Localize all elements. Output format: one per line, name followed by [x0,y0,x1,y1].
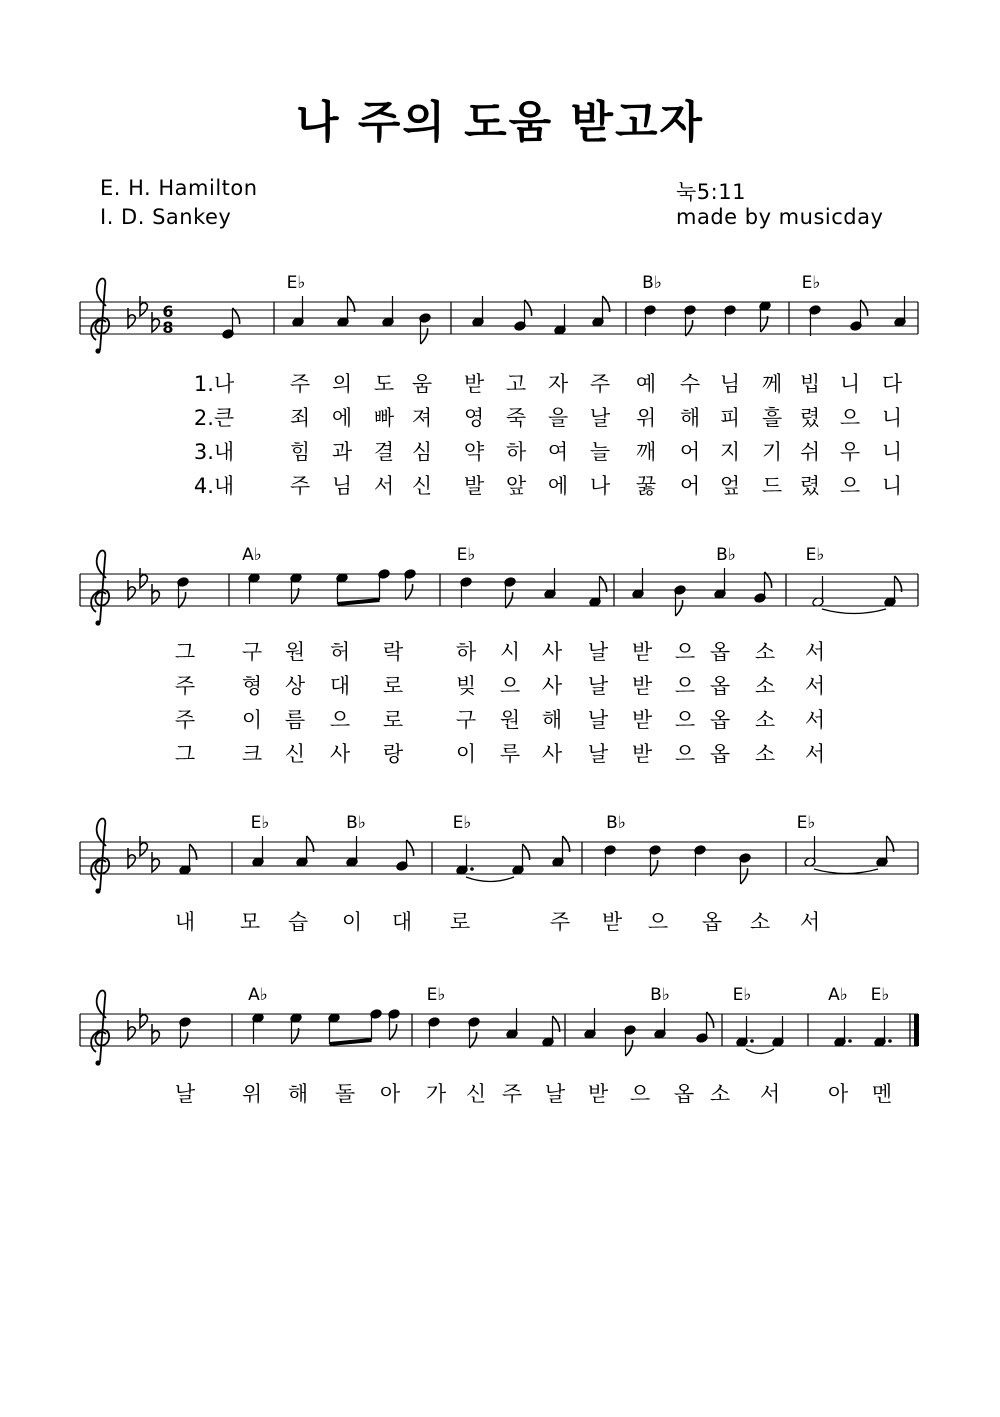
lyric-syllable: 으 [674,742,696,766]
lyric-syllable: 니 [881,474,903,498]
chord-symbol: B♭ [716,545,736,565]
lyric-syllable: 소 [754,674,776,698]
lyric-syllable: 날 [544,1082,566,1106]
lyric-line [0,704,1000,734]
lyric-syllable: 꿇 [635,474,657,498]
lyric-syllable: 으 [674,674,696,698]
lyric-line [0,402,1000,432]
lyric-syllable: 님 [719,372,741,396]
lyric-syllable: 옵 [709,640,731,664]
treble-clef-icon [91,991,109,1066]
lyric-syllable: 받 [601,910,623,934]
chord-symbol: A♭ [242,545,262,565]
lyric-syllable: 해 [287,1082,309,1106]
lyric-syllable: 으 [839,474,861,498]
lyric-syllable: 다 [881,372,903,396]
lyric-syllable: 심 [411,440,433,464]
lyric-syllable: 받 [631,640,653,664]
lyric-syllable: 로 [382,674,404,698]
lyric-syllable: 위 [635,406,657,430]
lyric-syllable: 약 [463,440,485,464]
lyric-syllable: 옵 [673,1082,695,1106]
lyric-syllable: 도 [373,372,395,396]
treble-clef-icon [91,551,109,626]
lyric-syllable: 구 [455,708,477,732]
lyric-line [0,368,1000,398]
lyric-syllable: 과 [331,440,353,464]
chord-symbol: B♭ [650,985,670,1005]
lyric-syllable: 여 [547,440,569,464]
lyric-syllable: 앞 [505,474,527,498]
chord-symbol: E♭ [452,813,472,833]
scripture-reference: 눅5:11 [676,180,746,204]
lyric-syllable: 습 [287,910,309,934]
lyric-syllable: 옵 [701,910,723,934]
chord-symbol: E♭ [870,985,890,1005]
lyric-syllable: 원 [499,708,521,732]
note-flag [626,1040,633,1056]
lyric-syllable: 렸 [799,474,821,498]
lyric-syllable: 로 [382,708,404,732]
lyric-syllable: 옵 [709,674,731,698]
composer-credit: I. D. Sankey [100,205,232,229]
tie [746,1049,774,1054]
lyric-syllable: 날 [587,708,609,732]
lyric-syllable: 크 [241,742,263,766]
lyric-line [0,470,1000,500]
lyric-syllable: 죽 [505,406,527,430]
lyric-syllable: 락 [382,640,404,664]
lyric-syllable: 이 [341,910,363,934]
lyric-syllable: 으 [674,640,696,664]
flat-icon [140,836,147,856]
lyric-syllable: 서 [759,1082,781,1106]
lyric-syllable: 으 [674,708,696,732]
lyric-syllable: 2.큰 [193,406,235,430]
lyric-syllable: 빚 [455,674,477,698]
flat-icon [152,852,159,872]
time-signature-top: 6 [162,302,174,321]
lyric-syllable: 날 [587,640,609,664]
chord-symbol: B♭ [606,813,626,833]
lyric-syllable: 나 [589,474,611,498]
chord-symbol: A♭ [828,985,848,1005]
lyric-syllable: 늘 [589,440,611,464]
note-flag [421,328,428,344]
staff-system [80,273,918,354]
lyric-syllable: 형 [241,674,263,698]
chord-symbol: E♭ [805,545,825,565]
lyric-syllable: 피 [719,406,741,430]
chord-symbol: E♭ [801,273,821,293]
chord-symbol: E♭ [796,813,816,833]
lyric-syllable: 사 [329,742,351,766]
lyric-syllable: 받 [631,742,653,766]
lyric-syllable: 드 [761,474,783,498]
lyric-syllable: 하 [505,440,527,464]
lyric-syllable: 의 [331,372,353,396]
lyric-syllable: 옵 [709,708,731,732]
lyric-syllable: 에 [331,406,353,430]
lyric-syllable: 소 [754,742,776,766]
lyric-syllable: 하 [455,640,477,664]
lyric-syllable: 사 [541,674,563,698]
lyric-syllable: 날 [174,1082,196,1106]
lyric-syllable: 주 [289,474,311,498]
lyric-syllable: 내 [174,910,196,934]
lyric-syllable: 수 [679,372,701,396]
lyric-syllable: 1.나 [193,372,235,396]
flat-icon [140,296,147,316]
chord-symbol: E♭ [732,985,752,1005]
flat-icon [140,568,147,588]
tie [466,877,514,882]
staff-system [80,813,918,894]
lyric-syllable: 니 [881,406,903,430]
lyric-syllable: 돌 [334,1082,356,1106]
lyric-syllable: 고 [505,372,527,396]
note-beam [330,1040,372,1044]
lyric-syllable: 지 [719,440,741,464]
lyric-syllable: 받 [631,674,653,698]
note-beam [338,600,380,604]
treble-clef-icon [91,279,109,354]
treble-clef-icon [91,819,109,894]
lyric-syllable: 결 [373,440,395,464]
lyric-syllable: 서 [373,474,395,498]
lyric-syllable: 힘 [289,440,311,464]
note-flag [741,868,748,884]
lyric-syllable: 3.내 [193,440,235,464]
lyric-syllable: 발 [463,474,485,498]
note-flag [676,600,683,616]
chord-symbol: E♭ [456,545,476,565]
arranger-credit: made by musicday [676,205,884,229]
lyric-syllable: 영 [463,406,485,430]
flat-icon [152,312,159,332]
lyric-syllable: 어 [679,440,701,464]
lyric-syllable: 신 [411,474,433,498]
lyric-syllable: 니 [839,372,861,396]
lyric-syllable: 옵 [709,742,731,766]
lyric-syllable: 소 [709,1082,731,1106]
flat-icon [152,1024,159,1044]
lyric-syllable: 빠 [373,406,395,430]
lyric-syllable: 서 [804,708,826,732]
lyric-syllable: 주 [549,910,571,934]
lyric-syllable: 사 [541,742,563,766]
lyric-syllable: 께 [761,372,783,396]
lyric-syllable: 받 [631,708,653,732]
lyric-syllable: 상 [284,674,306,698]
lyric-syllable: 원 [284,640,306,664]
lyric-syllable: 루 [499,742,521,766]
lyric-syllable: 날 [589,406,611,430]
lyric-syllable: 모 [239,910,261,934]
lyric-syllable: 으 [499,674,521,698]
lyric-syllable: 4.내 [193,474,235,498]
lyric-syllable: 구 [241,640,263,664]
lyric-syllable: 님 [331,474,353,498]
lyric-syllable: 아 [827,1082,849,1106]
lyric-syllable: 서 [804,640,826,664]
lyric-syllable: 을 [547,406,569,430]
lyric-line [0,670,1000,700]
flat-icon [152,584,159,604]
lyric-syllable: 예 [635,372,657,396]
chord-symbol: E♭ [426,985,446,1005]
lyric-syllable: 져 [411,406,433,430]
lyric-syllable: 빕 [799,372,821,396]
lyric-syllable: 가 [425,1082,447,1106]
lyric-syllable: 날 [587,674,609,698]
lyric-syllable: 서 [799,910,821,934]
lyric-syllable: 받 [463,372,485,396]
lyric-syllable: 시 [499,640,521,664]
lyric-syllable: 주 [589,372,611,396]
lyric-syllable: 멘 [871,1082,893,1106]
lyric-syllable: 주 [501,1082,523,1106]
tie [814,869,878,874]
lyric-syllable: 소 [749,910,771,934]
lyric-syllable: 그 [174,742,196,766]
lyric-line [0,636,1000,666]
lyric-line [0,436,1000,466]
lyric-syllable: 깨 [635,440,657,464]
lyric-syllable: 주 [174,708,196,732]
lyric-syllable: 흘 [761,406,783,430]
lyric-syllable: 해 [679,406,701,430]
lyric-syllable: 쉬 [799,440,821,464]
staff-system [80,545,918,626]
lyric-syllable: 위 [241,1082,263,1106]
lyric-syllable: 사 [541,640,563,664]
lyric-line [0,1078,1000,1108]
staff-system [80,985,919,1066]
lyric-syllable: 에 [547,474,569,498]
lyric-syllable: 으 [839,406,861,430]
lyric-syllable: 니 [881,440,903,464]
final-barline [914,1014,919,1046]
note-dot [888,1039,892,1043]
time-signature-bottom: 8 [162,318,174,337]
lyric-syllable: 날 [587,742,609,766]
tie [822,609,886,614]
lyric-syllable: 우 [839,440,861,464]
lyric-syllable: 그 [174,640,196,664]
lyric-syllable: 엎 [719,474,741,498]
lyric-syllable: 로 [449,910,471,934]
lyric-syllable: 죄 [289,406,311,430]
lyric-syllable: 소 [754,640,776,664]
chord-symbol: B♭ [642,273,662,293]
flat-icon [140,1008,147,1028]
lyric-syllable: 소 [754,708,776,732]
lyric-syllable: 아 [379,1082,401,1106]
lyric-syllable: 움 [411,372,433,396]
lyric-syllable: 서 [804,674,826,698]
note-dot [470,867,474,871]
note-dot [848,1039,852,1043]
lyric-syllable: 이 [455,742,477,766]
lyric-syllable: 신 [284,742,306,766]
lyric-syllable: 렸 [799,406,821,430]
lyric-syllable: 해 [541,708,563,732]
note-dot [750,1039,754,1043]
lyric-syllable: 으 [329,708,351,732]
lyric-syllable: 이 [241,708,263,732]
lyric-line [0,906,1000,936]
lyric-syllable: 름 [284,708,306,732]
lyricist-credit: E. H. Hamilton [100,176,258,200]
lyric-syllable: 어 [679,474,701,498]
lyric-syllable: 기 [761,440,783,464]
chord-symbol: E♭ [250,813,270,833]
lyric-syllable: 으 [629,1082,651,1106]
lyric-syllable: 대 [329,674,351,698]
lyric-syllable: 자 [547,372,569,396]
lyric-syllable: 랑 [382,742,404,766]
lyric-syllable: 주 [289,372,311,396]
lyric-syllable: 허 [329,640,351,664]
chord-symbol: B♭ [346,813,366,833]
chord-symbol: A♭ [248,985,268,1005]
lyric-syllable: 신 [465,1082,487,1106]
lyric-syllable: 으 [647,910,669,934]
page-title: 나 주의 도움 받고자 [296,97,704,148]
lyric-syllable: 주 [174,674,196,698]
lyric-syllable: 대 [391,910,413,934]
chord-symbol: E♭ [286,273,306,293]
lyric-syllable: 서 [804,742,826,766]
lyric-syllable: 받 [587,1082,609,1106]
lyric-line [0,738,1000,768]
